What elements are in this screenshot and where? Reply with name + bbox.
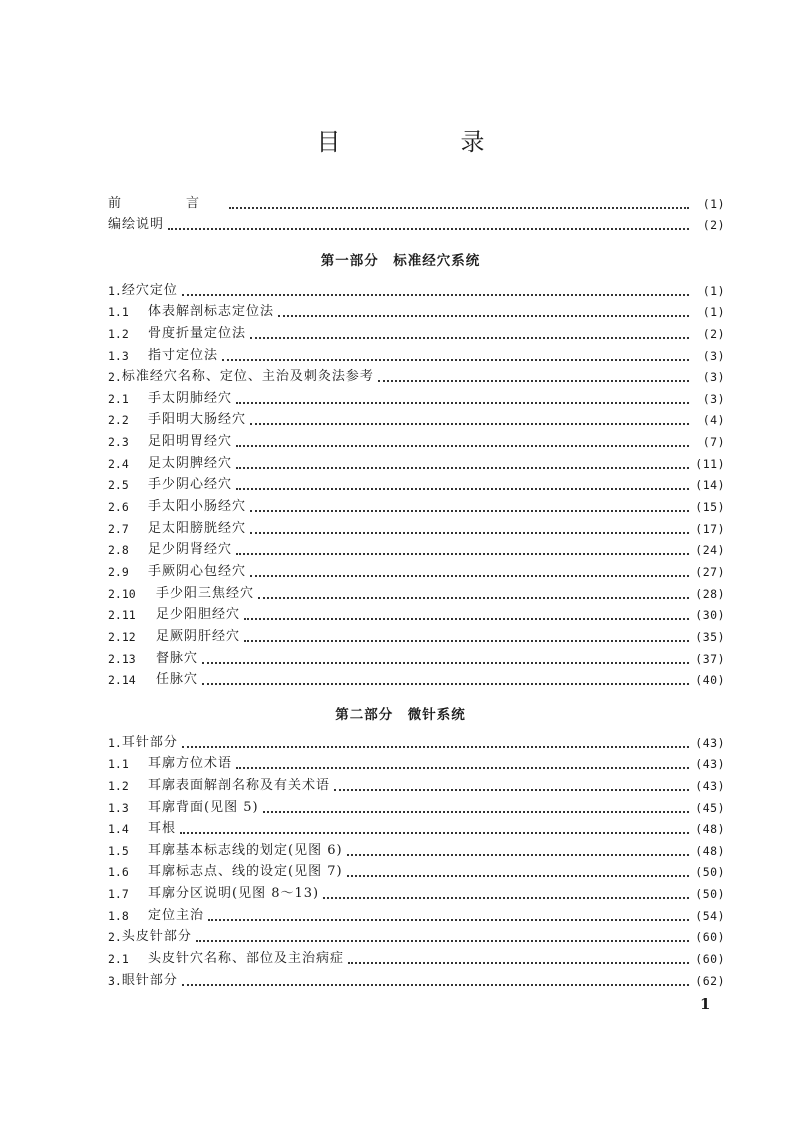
toc-entry-number: 2.1 xyxy=(108,391,129,406)
toc-entry-label: 骨度折量定位法 xyxy=(148,325,247,341)
dot-leader xyxy=(250,509,689,512)
toc-entry-label: 标准经穴名称、定位、主治及刺灸法参考 xyxy=(121,369,374,385)
toc-entry-label: 手厥阴心包经穴 xyxy=(148,563,247,579)
toc-entry-page: (60) xyxy=(695,930,725,945)
dot-leader xyxy=(258,596,689,599)
toc-entry[interactable] xyxy=(108,299,725,321)
toc-entry-preface[interactable] xyxy=(108,190,725,212)
dot-leader xyxy=(236,552,689,555)
toc-entry[interactable] xyxy=(108,364,725,386)
toc-entry-number: 2.9 xyxy=(108,564,129,579)
dot-leader xyxy=(278,314,689,317)
dot-leader xyxy=(202,661,689,664)
toc-entry[interactable] xyxy=(108,580,725,602)
toc-entry-number: 2.12 xyxy=(108,629,136,644)
toc-entry[interactable] xyxy=(108,645,725,667)
toc-entry[interactable] xyxy=(108,342,725,364)
toc-entry-number: 2.14 xyxy=(108,673,136,688)
toc-entry[interactable] xyxy=(108,602,725,624)
toc-entry-page: (45) xyxy=(695,800,725,815)
toc-entry-label: 编绘说明 xyxy=(108,217,165,233)
toc-entry[interactable] xyxy=(108,558,725,580)
toc-entry-number: 1.5 xyxy=(108,843,129,858)
toc-entry-label: 耳廓方位术语 xyxy=(148,756,233,772)
toc-entry[interactable] xyxy=(108,794,725,816)
toc-entry-number: 2. xyxy=(108,930,122,945)
dot-leader xyxy=(378,379,689,382)
toc-entry-number: 2.2 xyxy=(108,413,129,428)
toc-entry[interactable] xyxy=(108,945,725,967)
toc-entry-number: 2.7 xyxy=(108,521,129,536)
dot-leader xyxy=(168,227,689,230)
toc-entry-label: 耳廓背面(见图 5) xyxy=(148,799,259,815)
toc-entry-number: 2.5 xyxy=(108,478,129,493)
toc-entry-label: 经穴定位 xyxy=(121,282,178,298)
toc-entry-label: 足少阳胆经穴 xyxy=(156,607,241,623)
dot-leader xyxy=(347,853,689,856)
toc-entry[interactable] xyxy=(108,277,725,299)
toc-entry[interactable] xyxy=(108,924,725,946)
toc-entry-label: 任脉穴 xyxy=(156,672,199,688)
toc-entry-page: (14) xyxy=(695,478,725,493)
toc-entry-label: 头皮针部分 xyxy=(121,929,192,945)
toc-entry-page: (50) xyxy=(695,865,725,880)
dot-leader xyxy=(250,574,689,577)
toc-entry-label: 指寸定位法 xyxy=(148,347,219,363)
toc-entry-number: 1.7 xyxy=(108,887,129,902)
toc-entry-label: 手太阴肺经穴 xyxy=(148,390,233,406)
dot-leader xyxy=(202,682,689,685)
toc-entry-page: (3) xyxy=(702,348,725,363)
toc-entry[interactable] xyxy=(108,816,725,838)
toc-entry[interactable] xyxy=(108,320,725,342)
dot-leader xyxy=(182,293,689,296)
toc-entry[interactable] xyxy=(108,667,725,689)
toc-entry-page: (60) xyxy=(695,952,725,967)
toc-entry-page: (2) xyxy=(702,326,725,341)
toc-entry[interactable] xyxy=(108,623,725,645)
toc-entry-page: (43) xyxy=(695,778,725,793)
dot-leader xyxy=(244,639,689,642)
page-number: 1 xyxy=(700,995,711,1013)
toc-entry-number: 1. xyxy=(108,283,122,298)
toc-entry-page: (62) xyxy=(695,973,725,988)
dot-leader xyxy=(236,766,689,769)
toc-entry-page: (30) xyxy=(695,608,725,623)
toc-entry-page: (1) xyxy=(702,283,725,298)
dot-leader xyxy=(236,444,689,447)
toc-entry[interactable] xyxy=(108,967,725,989)
part-2-heading: 第二部分 微针系统 xyxy=(335,707,466,723)
page-title: 目 录 xyxy=(316,128,533,156)
toc-entry-number: 1.2 xyxy=(108,326,129,341)
toc-entry-editorial-notes[interactable] xyxy=(108,212,725,234)
dot-leader xyxy=(236,466,689,469)
front-matter-list xyxy=(108,190,725,233)
dot-leader xyxy=(348,961,689,964)
toc-entry-number: 2.13 xyxy=(108,651,136,666)
toc-entry-page: (28) xyxy=(695,586,725,601)
toc-entry-label: 耳廓标志点、线的设定(见图 7) xyxy=(148,864,343,880)
dot-leader xyxy=(323,896,689,899)
toc-entry-number: 1.6 xyxy=(108,865,129,880)
toc-entry-number: 1.3 xyxy=(108,800,129,815)
dot-leader xyxy=(180,831,689,834)
toc-entry-page: (48) xyxy=(695,822,725,837)
toc-entry[interactable] xyxy=(108,729,725,751)
toc-entry-page: (3) xyxy=(702,370,725,385)
dot-leader xyxy=(208,918,689,921)
dot-leader xyxy=(263,810,689,813)
toc-entry[interactable] xyxy=(108,515,725,537)
toc-entry[interactable] xyxy=(108,880,725,902)
toc-entry-page: (43) xyxy=(695,735,725,750)
toc-entry-page: (40) xyxy=(695,673,725,688)
dot-leader xyxy=(244,617,689,620)
dot-leader xyxy=(182,983,689,986)
toc-entry-number: 1.2 xyxy=(108,778,129,793)
toc-entry-label: 耳根 xyxy=(148,821,177,837)
toc-entry-page: (37) xyxy=(695,651,725,666)
toc-entry-page: (1) xyxy=(702,196,725,211)
toc-entry-label: 手少阳三焦经穴 xyxy=(156,585,255,601)
toc-entry-label: 定位主治 xyxy=(148,907,205,923)
toc-entry-label: 足厥阴肝经穴 xyxy=(156,628,241,644)
toc-entry[interactable] xyxy=(108,385,725,407)
dot-leader xyxy=(250,336,689,339)
toc-entry-label: 手太阳小肠经穴 xyxy=(148,499,247,515)
toc-entry-number: 2.6 xyxy=(108,500,129,515)
toc-entry[interactable] xyxy=(108,859,725,881)
dot-leader xyxy=(250,531,689,534)
toc-entry-page: (7) xyxy=(702,435,725,450)
toc-entry-number: 2.11 xyxy=(108,608,136,623)
toc-entry[interactable] xyxy=(108,493,725,515)
toc-entry[interactable] xyxy=(108,902,725,924)
toc-entry-number: 1.4 xyxy=(108,822,129,837)
dot-leader xyxy=(196,939,689,942)
toc-entry-page: (2) xyxy=(702,218,725,233)
toc-entry-page: (4) xyxy=(702,413,725,428)
toc-entry[interactable] xyxy=(108,537,725,559)
toc-entry-label: 眼针部分 xyxy=(121,972,178,988)
dot-leader xyxy=(229,206,689,209)
toc-entry-number: 3. xyxy=(108,973,122,988)
toc-entry-label: 前 言 xyxy=(108,195,226,211)
toc-entry-page: (48) xyxy=(695,843,725,858)
toc-entry-label: 手阳明大肠经穴 xyxy=(148,412,247,428)
dot-leader xyxy=(347,874,689,877)
toc-entry[interactable] xyxy=(108,837,725,859)
toc-entry-page: (3) xyxy=(702,391,725,406)
toc-entry-label: 体表解剖标志定位法 xyxy=(148,304,275,320)
dot-leader xyxy=(222,358,689,361)
toc-entry-page: (17) xyxy=(695,521,725,536)
toc-entry-page: (54) xyxy=(695,908,725,923)
toc-entry[interactable] xyxy=(108,450,725,472)
toc-entry-label: 头皮针穴名称、部位及主治病症 xyxy=(148,951,345,967)
toc-entry-label: 足太阳膀胱经穴 xyxy=(148,520,247,536)
toc-entry-label: 耳针部分 xyxy=(121,734,178,750)
toc-entry-label: 耳廓分区说明(见图 8～13) xyxy=(148,886,320,902)
toc-entry-label: 督脉穴 xyxy=(156,650,199,666)
toc-entry-page: (11) xyxy=(695,456,725,471)
toc-entry-page: (27) xyxy=(695,564,725,579)
toc-entry-label: 耳廓基本标志线的划定(见图 6) xyxy=(148,842,343,858)
dot-leader xyxy=(182,745,689,748)
toc-entry-label: 足太阴脾经穴 xyxy=(148,455,233,471)
toc-entry-number: 2.10 xyxy=(108,586,136,601)
toc-entry-page: (50) xyxy=(695,887,725,902)
toc-entry-label: 耳廓表面解剖名称及有关术语 xyxy=(148,777,331,793)
part-2-entry-list xyxy=(108,729,725,989)
toc-entry-number: 2.8 xyxy=(108,543,129,558)
toc-entry-page: (35) xyxy=(695,629,725,644)
toc-entry-page: (1) xyxy=(702,305,725,320)
toc-entry-number: 1.1 xyxy=(108,757,129,772)
toc-entry[interactable] xyxy=(108,428,725,450)
toc-entry-page: (43) xyxy=(695,757,725,772)
toc-entry-number: 2.3 xyxy=(108,435,129,450)
toc-entry[interactable] xyxy=(108,772,725,794)
toc-entry-number: 1.8 xyxy=(108,908,129,923)
toc-entry[interactable] xyxy=(108,751,725,773)
toc-entry[interactable] xyxy=(108,407,725,429)
toc-entry-number: 1.3 xyxy=(108,348,129,363)
toc-entry-number: 1.1 xyxy=(108,305,129,320)
toc-entry-label: 足阳明胃经穴 xyxy=(148,434,233,450)
toc-entry-page: (15) xyxy=(695,500,725,515)
toc-entry-number: 2.1 xyxy=(108,952,129,967)
toc-entry-label: 足少阴肾经穴 xyxy=(148,542,233,558)
dot-leader xyxy=(236,487,689,490)
toc-entry-number: 2.4 xyxy=(108,456,129,471)
toc-entry-number: 2. xyxy=(108,370,122,385)
toc-entry[interactable] xyxy=(108,472,725,494)
toc-entry-label: 手少阴心经穴 xyxy=(148,477,233,493)
toc-entry-number: 1. xyxy=(108,735,122,750)
part-1-entry-list xyxy=(108,277,725,688)
dot-leader xyxy=(236,401,689,404)
toc-entry-page: (24) xyxy=(695,543,725,558)
dot-leader xyxy=(334,788,689,791)
dot-leader xyxy=(250,422,689,425)
part-1-heading: 第一部分 标准经穴系统 xyxy=(320,253,481,269)
